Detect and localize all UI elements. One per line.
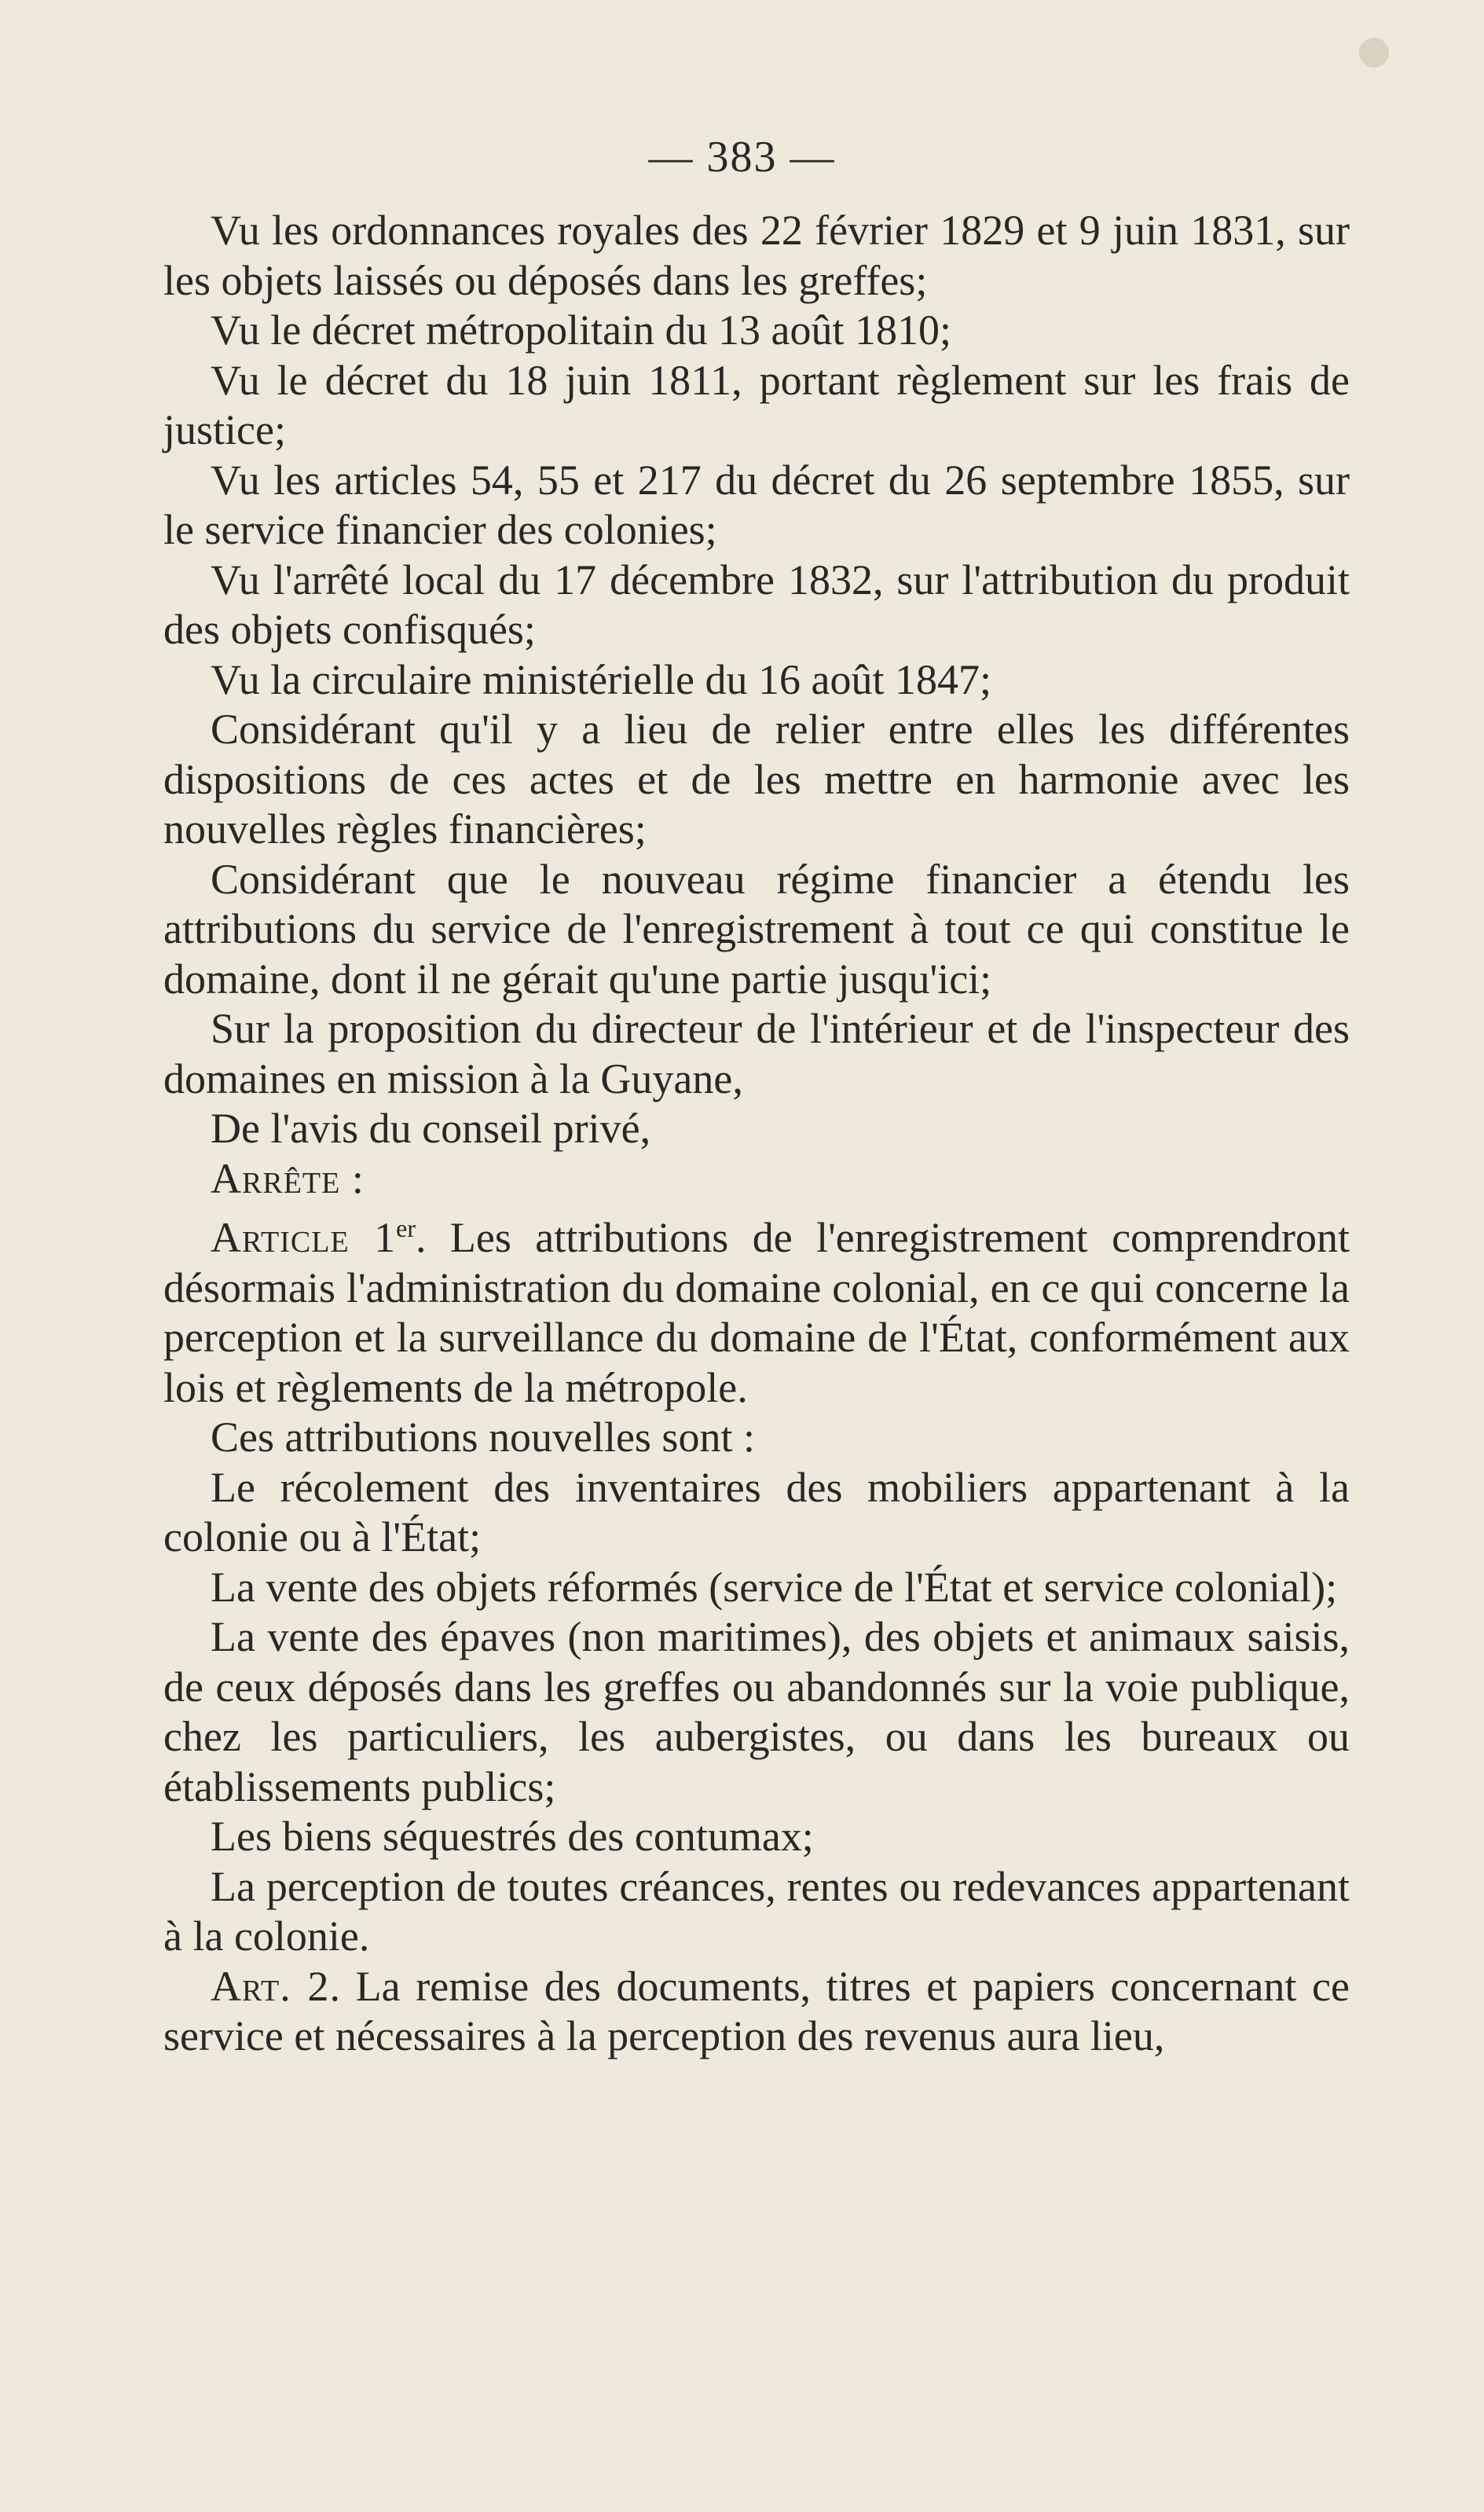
article-1-superscript: er bbox=[396, 1214, 416, 1242]
paragraph-14: La vente des épaves (non maritimes), des objets et animaux saisis, de ceux déposés dans les greffes ou abandonnés sur la voie publique, chez les particuliers, les aubergistes, ou dans les bureaux ou établissements publics; bbox=[163, 1613, 1350, 1810]
arrete-heading bbox=[163, 1154, 1350, 1205]
body-text bbox=[163, 206, 1350, 2062]
paragraph-11: Ces attributions nouvelles sont : bbox=[211, 1414, 755, 1461]
article-1 bbox=[163, 1204, 1350, 1413]
article-2-label: Art. 2 bbox=[211, 1962, 330, 2010]
paragraph-6: Vu la circulaire ministérielle du 16 août 1847; bbox=[211, 655, 991, 703]
article-1-label: Article 1 bbox=[211, 1214, 397, 1261]
paragraph-16: La perception de toutes créances, rentes ou redevances appartenant à la colonie. bbox=[163, 1862, 1350, 1960]
paragraph-13: La vente des objets réformés (service de l'État et service colonial); bbox=[211, 1563, 1338, 1611]
paragraph-9: Sur la proposition du directeur de l'intérieur et de l'inspecteur des domaines en mission à la Guyane, bbox=[163, 1005, 1350, 1102]
paragraph-5: Vu l'arrêté local du 17 décembre 1832, sur l'attribution du produit des objets confisqués; bbox=[163, 556, 1350, 653]
paragraph-8: Considérant que le nouveau régime financier a étendu les attributions du service de l'enregistrement à tout ce qui constitue le domaine, dont il ne gérait qu'une partie jusqu'ici; bbox=[163, 855, 1350, 1003]
article-2-text: . La remise des documents, titres et papiers concernant ce service et nécessaires à la perception des revenus aura lieu, bbox=[163, 1962, 1350, 2059]
paragraph-1: Vu les ordonnances royales des 22 février 1829 et 9 juin 1831, sur les objets laissés ou déposés dans les greffes; bbox=[163, 207, 1350, 304]
page-number: — 383 — bbox=[648, 133, 836, 182]
article-1-text: . Les attributions de l'enregistrement comprendront désormais l'administration du domaine colonial, en ce qui concerne la perception et la surveillance du domaine de l'État, conformément aux lois et règlements de la métropole. bbox=[163, 1214, 1350, 1411]
paragraph-7: Considérant qu'il y a lieu de relier entre elles les différentes dispositions de ces actes et de les mettre en harmonie avec les nouvelles règles financières; bbox=[163, 706, 1350, 853]
paragraph-10: De l'avis du conseil privé, bbox=[211, 1105, 651, 1152]
paragraph-2: Vu le décret métropolitain du 13 août 1810; bbox=[211, 306, 952, 354]
paragraph-12: Le récolement des inventaires des mobiliers appartenant à la colonie ou à l'État; bbox=[163, 1463, 1350, 1560]
paragraph-3: Vu le décret du 18 juin 1811, portant règlement sur les frais de justice; bbox=[163, 356, 1350, 453]
paper-stain bbox=[1359, 38, 1389, 68]
article-2 bbox=[163, 1962, 1350, 2062]
arrete-label: Arrête : bbox=[211, 1154, 365, 1202]
paragraph-15: Les biens séquestrés des contumax; bbox=[211, 1813, 814, 1860]
paragraph-4: Vu les articles 54, 55 et 217 du décret du 26 septembre 1855, sur le service financier des colonies; bbox=[163, 456, 1350, 553]
